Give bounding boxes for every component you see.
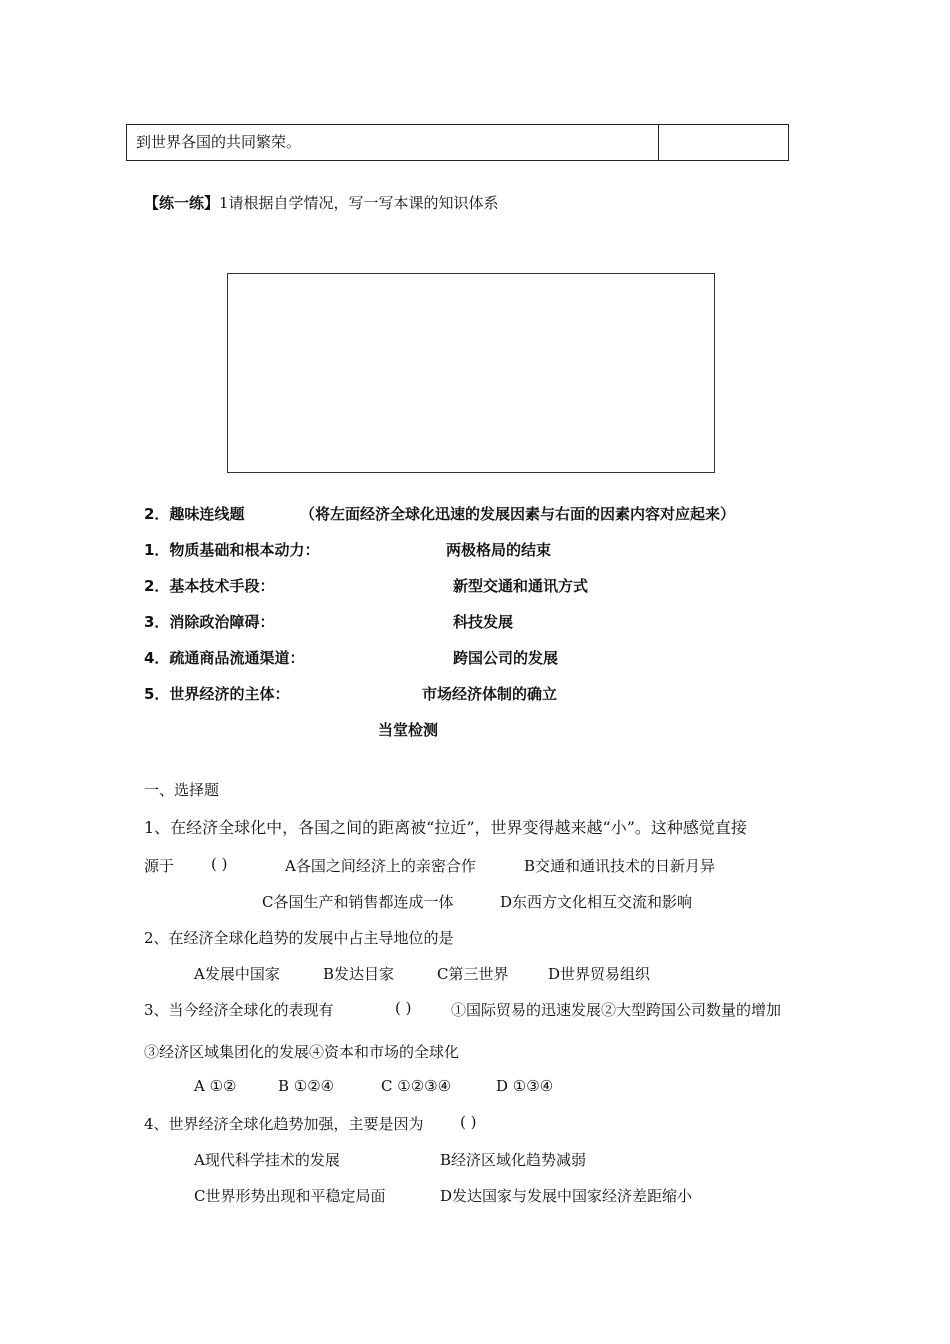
part-heading: 一、选择题 xyxy=(144,781,220,799)
question-3-option-b: B ①②④ xyxy=(278,1077,335,1095)
question-3-paren: ( ) xyxy=(395,999,412,1017)
table-cell xyxy=(127,125,659,160)
question-2-option-a: A发展中国家 xyxy=(194,965,280,983)
practice-text: 1请根据自学情况，写一写本课的知识体系 xyxy=(219,194,499,212)
table-cell-text: 到世界各国的共同繁荣。 xyxy=(136,133,302,151)
matching-left-4: 4．疏通商品流通渠道： xyxy=(144,649,305,667)
question-3-option-a: A ①② xyxy=(194,1077,237,1095)
question-1-option-c: C各国生产和销售都连成一体 xyxy=(262,893,454,911)
matching-right-2: 新型交通和通讯方式 xyxy=(453,577,589,595)
table-row xyxy=(126,124,789,161)
matching-left-2: 2．基本技术手段： xyxy=(144,577,275,595)
practice-label: 【练一练】 xyxy=(144,194,220,212)
question-3-line2: ③经济区域集团化的发展④资本和市场的全球化 xyxy=(144,1043,460,1061)
matching-left-5: 5．世界经济的主体： xyxy=(144,685,290,703)
question-2-option-d: D世界贸易组织 xyxy=(548,965,651,983)
question-4-stem: 4、世界经济全球化趋势加强，主要是因为 xyxy=(144,1115,424,1133)
matching-right-4: 跨国公司的发展 xyxy=(453,649,559,667)
matching-right-3: 科技发展 xyxy=(453,613,514,631)
question-1-paren: ( ) xyxy=(211,855,228,873)
matching-left-3: 3．消除政治障碍： xyxy=(144,613,275,631)
section-title: 当堂检测 xyxy=(378,721,439,739)
question-4-option-d: D发达国家与发展中国家经济差距缩小 xyxy=(440,1187,693,1205)
knowledge-system-box xyxy=(227,273,715,473)
question-2-option-b: B发达目家 xyxy=(323,965,395,983)
matching-right-5: 市场经济体制的确立 xyxy=(422,685,558,703)
matching-left-1: 1．物质基础和根本动力： xyxy=(144,541,320,559)
question-1-option-b: B交通和通讯技术的日新月异 xyxy=(524,857,716,875)
question-1-line1: 1、在经济全球化中，各国之间的距离被“拉近”，世界变得越来越“小”。这种感觉直接 xyxy=(144,818,747,837)
question-3-option-c: C ①②③④ xyxy=(381,1077,452,1095)
question-1-option-d: D东西方文化相互交流和影响 xyxy=(500,893,693,911)
question-1-option-a: A各国之间经济上的亲密合作 xyxy=(285,857,476,875)
question-3-option-d: D ①③④ xyxy=(496,1077,554,1095)
practice-line xyxy=(144,192,499,213)
question-2-line1: 2、在经济全球化趋势的发展中占主导地位的是 xyxy=(144,929,454,947)
question-4-option-a: A现代科学挂术的发展 xyxy=(194,1151,340,1169)
matching-title: 2．趣味连线题 xyxy=(144,505,245,523)
question-4-option-c: C世界形势出现和平稳定局面 xyxy=(194,1187,386,1205)
question-3-rest: ①国际贸易的迅速发展②大型跨国公司数量的增加 xyxy=(451,1001,782,1019)
matching-right-1: 两极格局的结束 xyxy=(446,541,552,559)
question-1-stem: 源于 xyxy=(144,857,175,875)
question-4-option-b: B经济区域化趋势减弱 xyxy=(440,1151,587,1169)
matching-instruction: （将左面经济全球化迅速的发展因素与右面的因素内容对应起来） xyxy=(300,505,736,523)
question-3-stem: 3、当今经济全球化的表现有 xyxy=(144,1001,334,1019)
question-4-paren: ( ) xyxy=(460,1113,477,1131)
question-2-option-c: C第三世界 xyxy=(437,965,509,983)
